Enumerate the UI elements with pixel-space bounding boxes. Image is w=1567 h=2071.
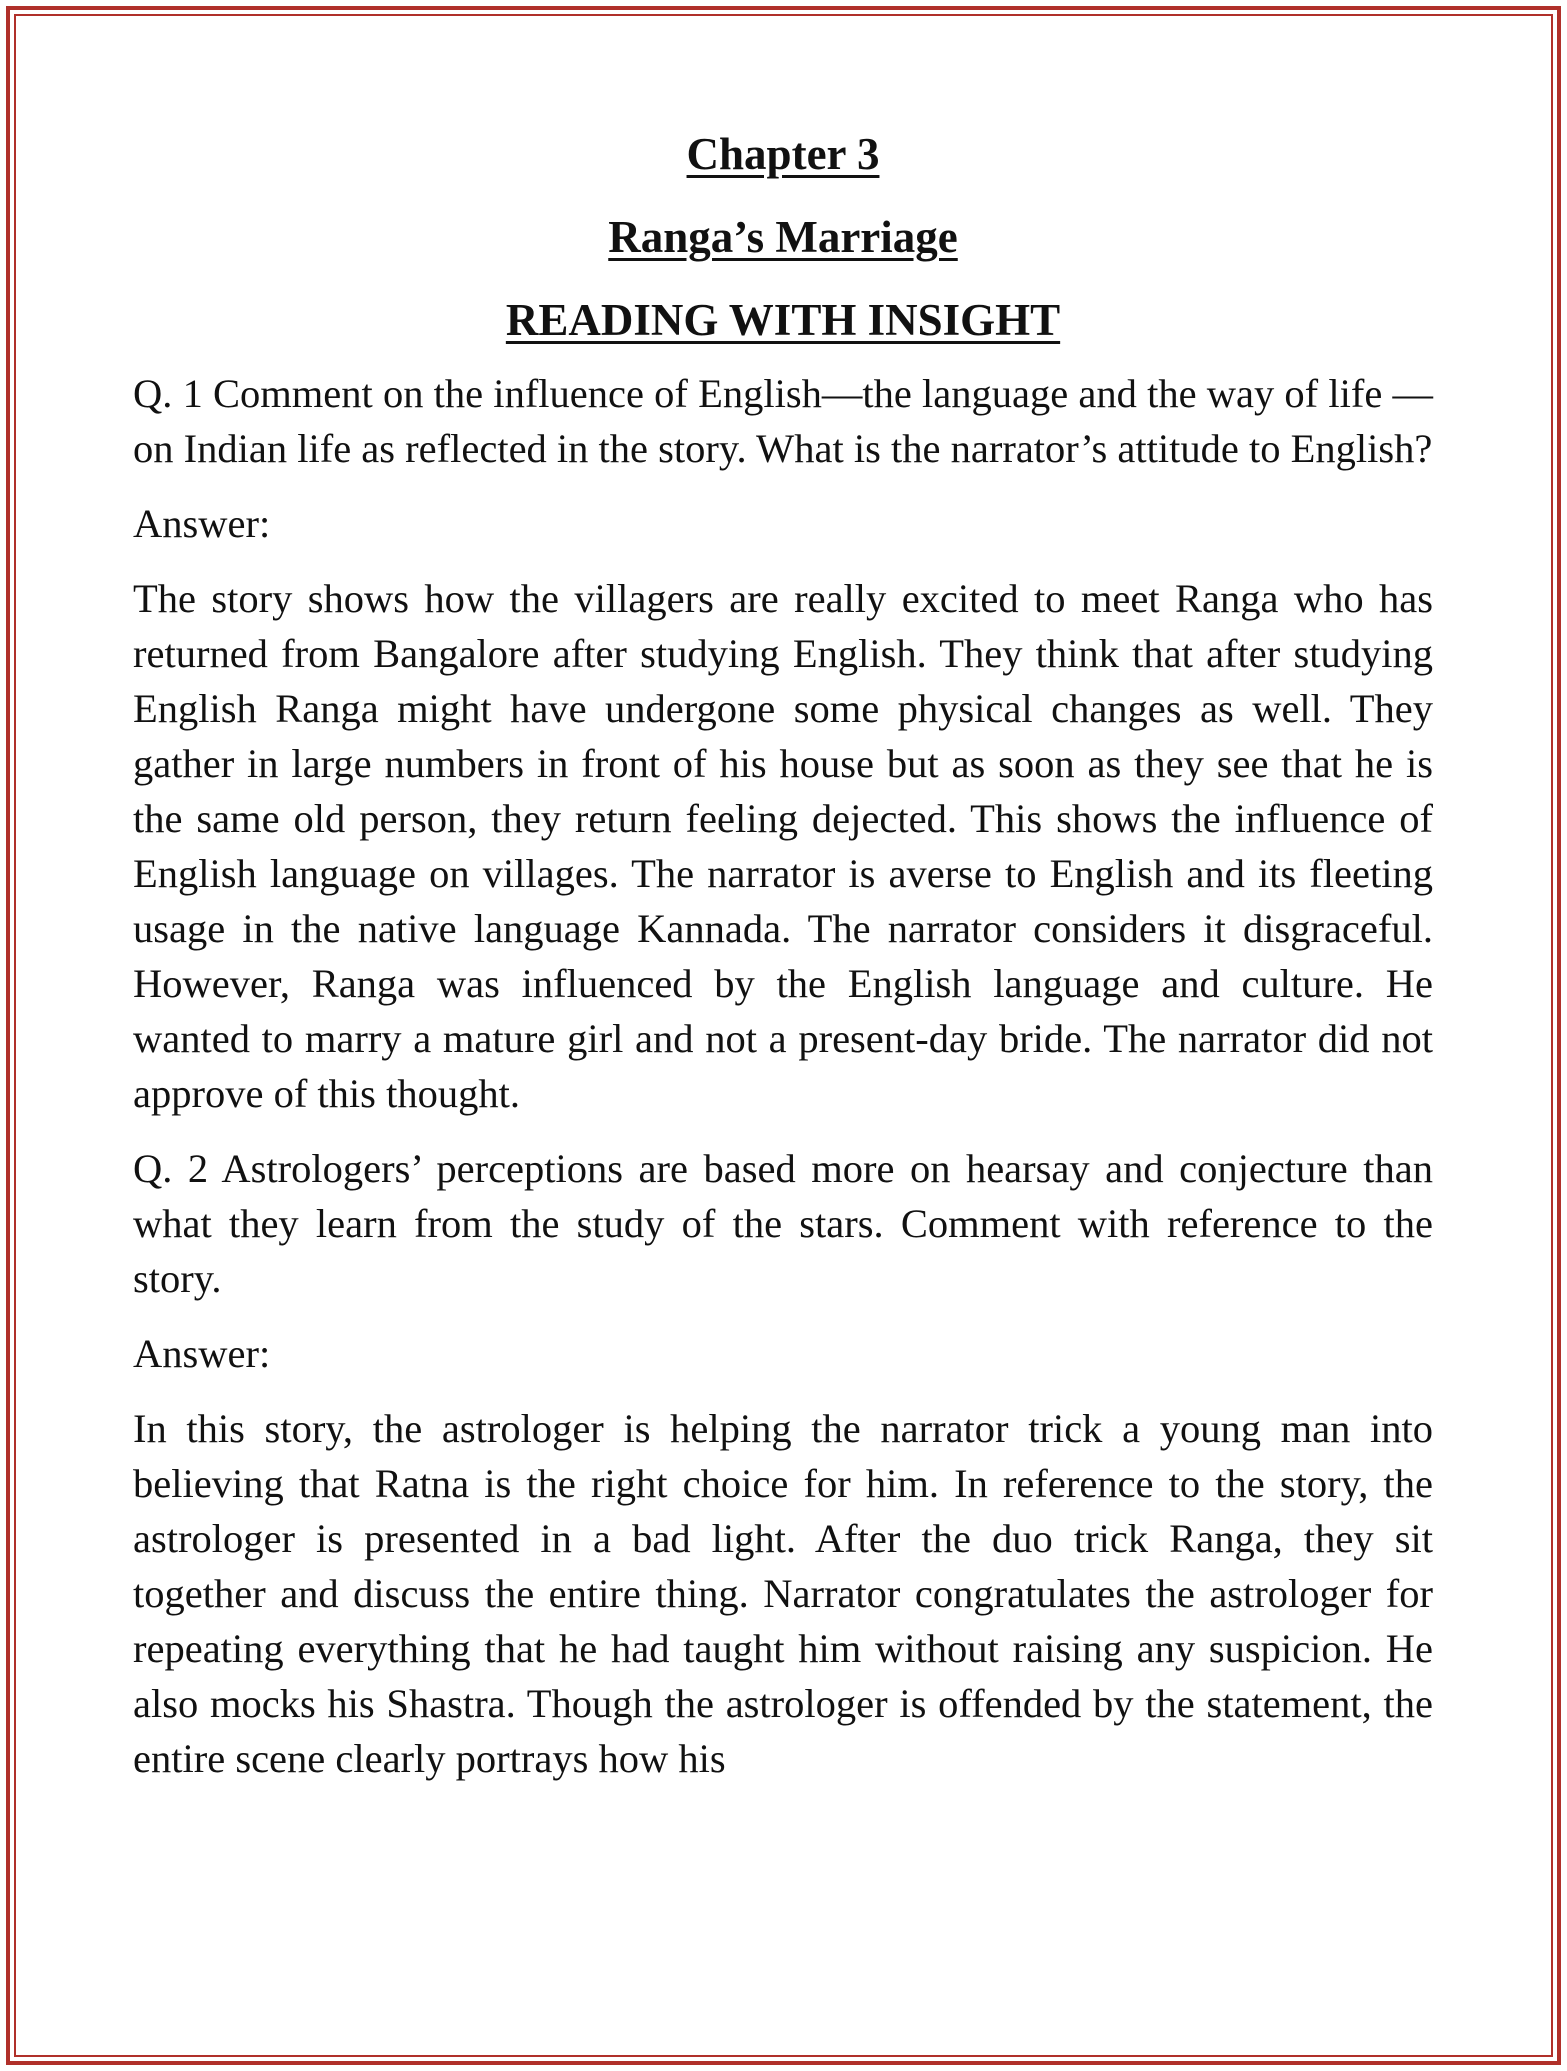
question-1: Q. 1 Comment on the influence of English—the language and the way of life —on Indian life as reflected in the story. What is the narrator’s attitude to English? <box>133 371 1433 471</box>
answer-2: In this story, the astrologer is helping the narrator trick a young man into believing that Ratna is the right choice for him. In reference to the story, the astrologer is presented in a bad light. After the duo trick Ranga, they sit together and discuss the entire thing. Narrator congratulates the astrologer for repeating everything that he had taught him without raising any suspicion. He also mocks his Shastra. Though the astrologer is offended by the statement, the entire scene clearly portrays how his <box>133 1406 1433 1781</box>
story-title: Ranga’s Marriage <box>608 212 958 262</box>
answer-label-1: Answer: <box>133 501 271 546</box>
document-body <box>133 128 1433 1806</box>
section-title: READING WITH INSIGHT <box>505 295 1061 345</box>
chapter-title: Chapter 3 <box>686 129 880 179</box>
answer-1: The story shows how the villagers are really excited to meet Ranga who has returned from Bangalore after studying English. They think that after studying English Ranga might have undergone some physical changes as well. They gather in large numbers in front of his house but as soon as they see that he is the same old person, they return feeling dejected. This shows the influence of English language on villages. The narrator is averse to English and its fleeting usage in the native language Kannada. The narrator considers it disgraceful. However, Ranga was influenced by the English language and culture. He wanted to marry a mature girl and not a present-day bride. The narrator did not approve of this thought. <box>133 576 1433 1116</box>
question-2: Q. 2 Astrologers’ perceptions are based more on hearsay and conjecture than what they learn from the study of the stars. Comment with reference to the story. <box>133 1146 1433 1301</box>
answer-label-2: Answer: <box>133 1331 271 1376</box>
